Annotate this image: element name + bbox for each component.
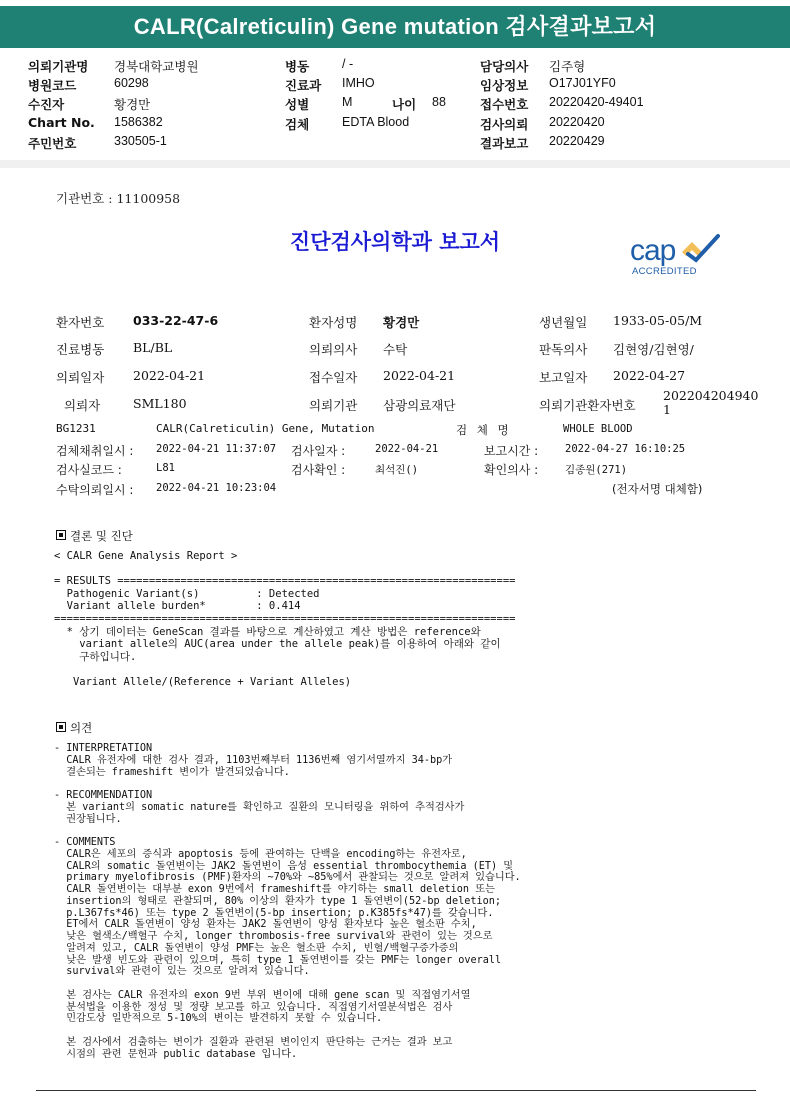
header-value: / - [342, 57, 354, 71]
patient-label: 의뢰자 [64, 398, 101, 413]
specimen-label: 검 체 명 [456, 423, 512, 437]
header-value: 20220420 [549, 115, 605, 129]
patient-label: 판독의사 [539, 342, 588, 357]
patient-value: 수탁 [383, 342, 408, 357]
patient-value: 2022-04-21 [383, 368, 456, 383]
opinion-heading [56, 720, 92, 736]
opinion-line: p.L367fs*46) 또는 type 2 돌연변이(5-bp insertion; p.K385fs*47)를 갖습니다. [54, 907, 494, 919]
patient-label: 진료병동 [56, 342, 105, 357]
report-title: 진단검사의학과 보고서 [289, 229, 501, 254]
patient-label: 생년월일 [539, 315, 588, 330]
header-label: 검체 [285, 117, 310, 132]
age-label: 나이 [392, 97, 417, 112]
header-label: 검사의뢰 [480, 117, 529, 132]
header-value: M [342, 95, 353, 109]
header-label: 임상정보 [480, 78, 529, 93]
test-value: 2022-04-21 [375, 443, 439, 455]
test-value: 최석진() [375, 464, 419, 476]
opinion-line: survival와 관련이 있는 것으로 알려져 있습니다. [54, 966, 310, 978]
patient-value: 황경만 [383, 315, 420, 330]
test-label: 검사실코드 : [56, 463, 122, 477]
opinion-line: insertion의 형태로 관찰되며, 80% 이상의 환자가 type 1 돌연변이(52-bp deletion; [54, 895, 502, 907]
patient-value: 033-22-47-6 [133, 313, 219, 328]
opinion-line: - INTERPRETATION [54, 743, 153, 754]
patient-value: SML180 [133, 396, 187, 411]
opinion-line: 본 검사는 CALR 유전자의 exon 9번 부위 변이에 대해 gene scan 및 직접염기서열 [54, 989, 471, 1001]
opinion-line: 본 검사에서 검출하는 변이가 질환과 관련된 변이인지 판단하는 근거는 결과 보고 [54, 1036, 453, 1048]
cap-logo-sub: ACCREDITED [632, 266, 697, 277]
opinion-line: CALR 돌연변이는 대부분 exon 9번에서 frameshift를 야기하는 small deletion 또는 [54, 884, 495, 895]
opinion-line: 본 variant의 somatic nature를 확인하고 질환의 모니터링을 위하여 추적검사가 [54, 801, 465, 813]
test-label: 검사확인 : [291, 463, 346, 477]
report-line: < CALR Gene Analysis Report > [54, 550, 238, 562]
report-line: * 상기 데이터는 GeneScan 결과를 바탕으로 계산하였고 계산 방법은 reference와 [54, 625, 481, 638]
test-code: BG1231 [56, 422, 96, 435]
test-label: 확인의사 : [484, 463, 539, 477]
patient-value: 1933-05-05/M [613, 313, 703, 328]
patient-value: 202204204940 [663, 388, 759, 403]
cap-accredited-logo [628, 232, 728, 282]
opinion-line: ET에서 CALR 돌연변이 양성 환자는 JAK2 돌연변이 양성 환자보다 높은 혈소판 수치, [54, 919, 477, 931]
header-label: 결과보고 [480, 136, 529, 151]
institution-number: 기관번호 : 11100958 [56, 191, 181, 206]
header-value: 20220429 [549, 134, 605, 148]
opinion-line: CALR 유전자에 대한 검사 결과, 1103번째부터 1136번째 염기서열까지 34-bp가 [54, 754, 453, 766]
test-value: 2022-04-21 11:37:07 [156, 443, 277, 455]
patient-value: BL/BL [133, 340, 173, 355]
header-value: EDTA Blood [342, 115, 410, 129]
header-value: 황경만 [114, 98, 151, 112]
patient-value: 2022-04-21 [133, 368, 206, 383]
checkmark-icon [678, 232, 724, 264]
opinion-line: 결손되는 frameshift 변이가 발견되었습니다. [54, 766, 290, 778]
header-label: 병동 [285, 59, 310, 74]
opinion-line: CALR은 세포의 증식과 apoptosis 등에 관여하는 단백을 encoding하는 유전자로, [54, 848, 467, 860]
report-banner: CALR(Calreticulin) Gene mutation 검사결과보고서 [0, 6, 790, 48]
opinion-heading-text: 의견 [70, 721, 93, 735]
patient-label: 접수일자 [309, 370, 358, 385]
header-value: 20220420-49401 [549, 95, 644, 109]
opinion-line: - COMMENTS [54, 837, 116, 848]
header-label: 수진자 [28, 97, 65, 112]
header-label: 접수번호 [480, 97, 529, 112]
report-line: = RESULTS =============================================================== [54, 575, 516, 588]
patient-label: 의뢰기관 [309, 398, 358, 413]
opinion-line: CALR의 somatic 돌연변이는 JAK2 돌연변이 음성 essential thrombocythemia (ET) 및 [54, 860, 514, 872]
test-value: 2022-04-21 10:23:04 [156, 482, 277, 494]
opinion-line: 시점의 관련 문헌과 public database 입니다. [54, 1048, 298, 1060]
patient-label: 환자성명 [309, 315, 358, 330]
report-line: Variant Allele/(Reference + Variant Alleles) [54, 676, 352, 688]
conclusion-heading [56, 528, 133, 544]
opinion-line: primary myelofibrosis (PMF)환자의 ~70%와 ~85%에서 관찰되는 것으로 알려져 있습니다. [54, 872, 521, 884]
opinion-line: 낮은 혈색소/백혈구 수치, longer thrombosis-free survival와 관련이 있는 것으로 [54, 931, 493, 942]
patient-value: 삼광의료재단 [383, 398, 456, 413]
patient-label: 의뢰의사 [309, 342, 358, 357]
report-line: 구하입니다. [54, 650, 137, 663]
header-divider [0, 160, 790, 168]
test-label: 수탁의뢰일시 : [56, 483, 134, 497]
patient-value: 2022-04-27 [613, 368, 686, 383]
conclusion-heading-text: 결론 및 진단 [70, 529, 133, 543]
header-label: Chart No. [28, 115, 95, 130]
report-line: variant allele의 AUC(area under the allele peak)를 이용하여 아래와 같이 [54, 638, 501, 651]
footer-rule [36, 1090, 756, 1091]
header-label: 의뢰기관명 [28, 59, 89, 74]
test-value: L81 [156, 462, 175, 474]
report-line: Pathogenic Variant(s) : Detected [54, 587, 320, 600]
header-value: 60298 [114, 76, 149, 90]
test-label: 검사일자 : [291, 444, 346, 458]
header-label: 주민번호 [28, 136, 77, 151]
cap-logo-word: cap [630, 234, 676, 267]
patient-label: 의뢰일자 [56, 370, 105, 385]
specimen-value: WHOLE BLOOD [563, 423, 633, 435]
report-line: Variant allele burden* : 0.414 [54, 600, 301, 613]
patient-value-cont: 1 [663, 402, 671, 417]
opinion-line: 민감도상 일반적으로 5-10%의 변이는 발견하지 못할 수 있습니다. [54, 1013, 383, 1025]
square-bullet-icon [56, 722, 66, 732]
header-value: 330505-1 [114, 134, 167, 148]
header-label: 진료과 [285, 78, 322, 93]
patient-label: 환자번호 [56, 315, 105, 330]
header-value: IMHO [342, 76, 375, 90]
patient-value: 김현영/김현영/ [613, 342, 694, 357]
age-value: 88 [432, 95, 446, 109]
header-value: 김주형 [549, 60, 586, 74]
header-label: 병원코드 [28, 78, 77, 93]
opinion-line: 알려져 있고, CALR 돌연변이 양성 PMF는 높은 혈소판 수치, 빈혈/백혈구증가증의 [54, 942, 459, 954]
patient-label: 보고일자 [539, 370, 588, 385]
opinion-line: 분석법을 이용한 정성 및 정량 보고를 하고 있습니다. 직접염기서열분석법은 검사 [54, 1001, 453, 1013]
header-label: 성별 [285, 97, 310, 112]
esign-note: (전자서명 대체함) [612, 482, 703, 496]
test-value: 김종원(271) [565, 464, 628, 476]
test-value: 2022-04-27 16:10:25 [565, 443, 686, 455]
test-label: 보고시간 : [484, 444, 539, 458]
header-value: O17J01YF0 [549, 76, 616, 90]
test-label: 검체채취일시 : [56, 444, 134, 458]
patient-label: 의뢰기관환자번호 [539, 398, 636, 413]
opinion-line: - RECOMMENDATION [54, 790, 153, 801]
report-line: ========================================================================= [54, 613, 516, 625]
test-name: CALR(Calreticulin) Gene, Mutation [156, 422, 375, 435]
opinion-line: 권장됩니다. [54, 813, 122, 825]
header-value: 경북대학교병원 [114, 60, 199, 74]
header-value: 1586382 [114, 115, 163, 129]
square-bullet-icon [56, 530, 66, 540]
opinion-line: 낮은 발생 빈도와 관련이 있으며, 특히 type 1 돌연변이를 갖는 PMF는 longer overall [54, 954, 502, 966]
header-label: 담당의사 [480, 59, 529, 74]
